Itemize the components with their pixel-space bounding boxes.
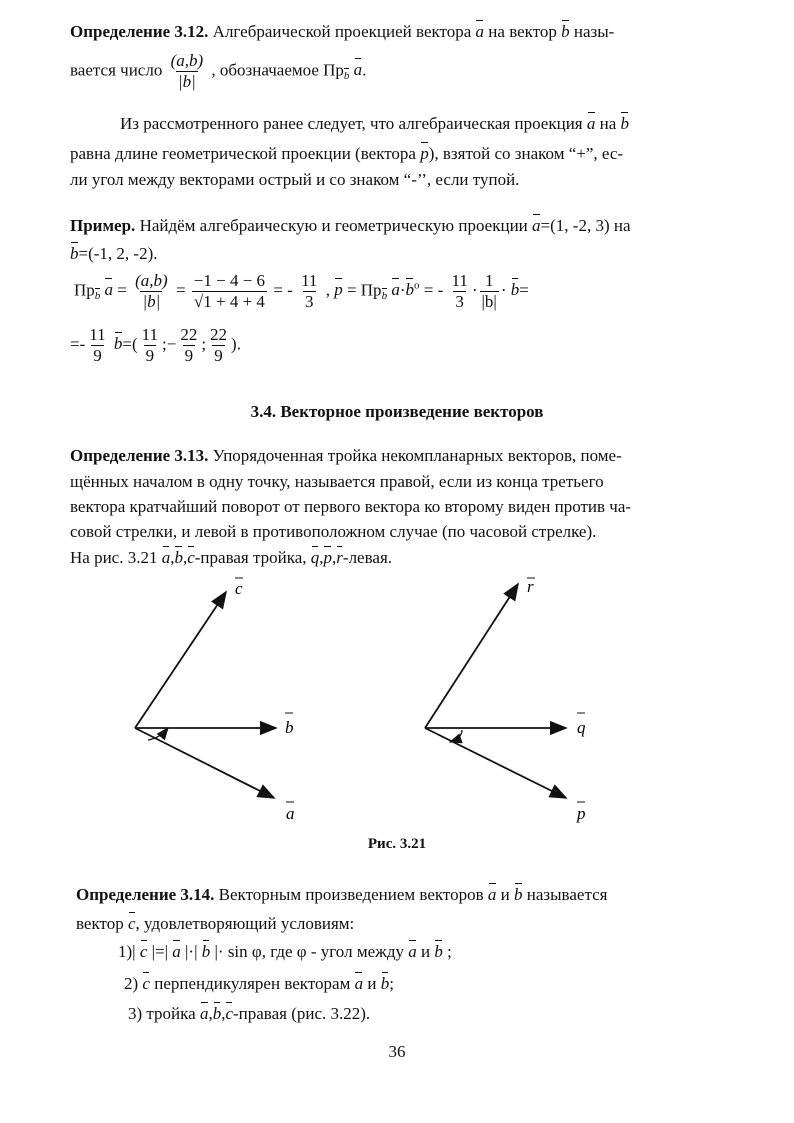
text: = - xyxy=(273,280,293,300)
dot: · xyxy=(471,280,478,300)
vector-p-arrow xyxy=(425,728,566,798)
fraction-numerator: 11 xyxy=(89,325,106,344)
text: ). xyxy=(231,334,241,354)
fraction-numerator: 11 xyxy=(141,325,158,344)
subscript-b: b xyxy=(343,70,350,83)
fraction-denominator: 9 xyxy=(184,345,194,365)
vector-p: p xyxy=(334,280,343,300)
example-line2 xyxy=(70,244,157,264)
formula-line1 xyxy=(74,272,529,311)
equals: = xyxy=(117,280,127,300)
dot: · xyxy=(399,280,406,300)
vector-c: c xyxy=(127,914,136,933)
vector-c: c xyxy=(142,974,150,993)
vector-a: a xyxy=(532,216,541,235)
label-r: r xyxy=(527,577,534,596)
vector-a: a xyxy=(354,974,364,993)
text: называется xyxy=(526,885,608,904)
fraction xyxy=(133,272,170,311)
vector-a: a xyxy=(199,1004,209,1023)
fraction xyxy=(192,272,267,311)
fraction-denominator: 9 xyxy=(145,345,155,365)
fraction-numerator: 11 xyxy=(301,271,318,290)
example-label: Пример. xyxy=(70,216,136,235)
fraction-numerator: 11 xyxy=(451,271,468,290)
text: -правая тройка, xyxy=(194,548,307,567)
formula-line2 xyxy=(70,326,241,365)
vector-a: a xyxy=(172,942,181,961)
text: = Пр xyxy=(346,280,382,300)
vector-b: b xyxy=(380,974,390,993)
vector-a: a xyxy=(408,942,417,961)
text: , удовлетворяющий условиям: xyxy=(135,914,355,933)
vector-c: c xyxy=(139,942,148,961)
vector-p: p xyxy=(420,144,429,163)
paragraph-line3: ли угол между векторами острый и со знаком “-’’, если тупой. xyxy=(70,170,520,189)
vector-p: p xyxy=(323,548,333,567)
vector-b: b xyxy=(174,548,183,567)
text: и xyxy=(500,885,510,904)
paragraph-line1 xyxy=(120,114,629,134)
text: |· sin φ, где φ - угол между xyxy=(214,942,405,961)
text: Векторным произведением векторов xyxy=(218,885,484,904)
label-b: b xyxy=(285,718,294,737)
text: вектор xyxy=(76,914,124,933)
vector-a: a xyxy=(475,22,485,41)
fraction-numerator: 1 xyxy=(484,271,494,290)
text: ), взятой со знаком “+”, ес- xyxy=(428,144,624,163)
vector-a: a xyxy=(391,280,400,300)
text: на вектор xyxy=(488,22,557,41)
vector-r: r xyxy=(336,548,343,567)
vector-c-arrow xyxy=(135,592,226,728)
text: |=| xyxy=(151,942,169,961)
fraction xyxy=(178,326,199,365)
definition-3-14-line2 xyxy=(76,914,354,934)
fraction-denominator: |b| xyxy=(481,291,497,311)
vector-b: b xyxy=(434,942,443,961)
condition-1 xyxy=(118,942,452,962)
vector-a-arrow xyxy=(135,728,274,798)
vector-a: a xyxy=(487,885,497,904)
definition-label: Определение 3.13. xyxy=(70,446,209,465)
text: =( xyxy=(122,334,138,354)
figure-3-21 xyxy=(0,570,794,830)
subscript-b: b xyxy=(381,290,388,303)
vector-b: b xyxy=(113,334,123,354)
label-q: q xyxy=(577,718,586,737)
text: и xyxy=(367,974,377,993)
text: = - xyxy=(423,280,444,300)
vector-b: b xyxy=(620,114,630,133)
vector-b: b xyxy=(212,1004,222,1023)
equals: = xyxy=(519,280,529,300)
definition-3-12-line2 xyxy=(70,52,366,91)
fraction xyxy=(208,326,229,365)
definition-label: Определение 3.12. xyxy=(70,22,209,41)
condition-3: 3) тройка a,b,c-правая (рис. 3.22). xyxy=(128,1004,371,1023)
paragraph-line2 xyxy=(70,144,623,164)
vector-b: b xyxy=(405,280,414,300)
vector-b: b xyxy=(510,280,520,300)
text: ;− xyxy=(162,334,177,354)
fraction xyxy=(87,326,107,365)
fraction-numerator: (a,b) xyxy=(170,51,204,70)
text: ; xyxy=(447,942,452,961)
vector-a: a xyxy=(586,114,596,133)
vector-a: a xyxy=(161,548,171,567)
text: 1)| xyxy=(118,942,136,961)
fraction-numerator: −1 − 4 − 6 xyxy=(193,271,266,290)
vector-q: q xyxy=(310,548,320,567)
text: равна длине геометрической проекции (вектора xyxy=(70,144,416,163)
text: Найдём алгебраическую и геометрическую проекции xyxy=(139,216,528,235)
text: ; xyxy=(201,334,207,354)
text: Алгебраической проекцией вектора xyxy=(212,22,472,41)
fraction-numerator: (a,b) xyxy=(135,271,168,290)
definition-3-13-line5: На рис. 3.21 a,b,c-правая тройка, q,p,r-левая. xyxy=(70,548,393,567)
condition-2 xyxy=(124,974,394,994)
label-c: c xyxy=(235,579,243,598)
text: , обозначаемое Пр xyxy=(211,60,344,80)
fraction-denominator: |b| xyxy=(177,71,196,91)
fraction-denominator: 9 xyxy=(214,345,223,365)
fraction xyxy=(169,52,206,91)
vector-a: a xyxy=(353,60,363,80)
fraction xyxy=(480,272,499,311)
fraction xyxy=(299,272,319,311)
fraction-numerator: 22 xyxy=(210,325,228,344)
section-title: 3.4. Векторное произведение векторов xyxy=(250,402,544,421)
definition-3-12-line1 xyxy=(70,22,614,42)
text: -левая. xyxy=(342,548,393,567)
label-p: p xyxy=(577,804,586,823)
text: назы- xyxy=(573,22,615,41)
fraction xyxy=(449,272,469,311)
figure-caption: Рис. 3.21 xyxy=(367,836,427,852)
vector-r-arrow xyxy=(425,584,518,728)
text: На рис. 3.21 xyxy=(70,548,158,567)
vector-b: b xyxy=(70,244,79,263)
text: Упорядоченная тройка некомпланарных векторов, поме- xyxy=(212,446,622,465)
definition-label: Определение 3.14. xyxy=(76,885,215,904)
text: перпендикулярен векторам xyxy=(154,974,351,993)
text: =(1, -2, 3) на xyxy=(540,216,631,235)
vector-a: a xyxy=(104,280,114,300)
vector-b: b xyxy=(514,885,523,904)
period: . xyxy=(362,60,367,80)
text: 2) xyxy=(124,974,139,993)
text: на xyxy=(599,114,617,133)
vector-b: b xyxy=(561,22,570,41)
definition-3-13-line4: совой стрелки, и левой в противоположном случае (по часовой стрелке). xyxy=(70,522,597,541)
text: =(-1, 2, -2). xyxy=(78,244,158,263)
dot: · xyxy=(500,280,507,300)
fraction-denominator: 3 xyxy=(305,291,314,311)
text: -правая (рис. 3.22). xyxy=(233,1004,371,1023)
rotation-arc-cw xyxy=(450,730,462,742)
comma: , xyxy=(325,280,330,300)
text: Из рассмотренного ранее следует, что алгебраическая проекция xyxy=(120,114,583,133)
fraction xyxy=(140,326,160,365)
text: Пр xyxy=(74,280,95,300)
text: |·| xyxy=(185,942,198,961)
subscript-b: b xyxy=(94,290,101,303)
definition-3-13-line2: щённых началом в одну точку, называется правой, если из конца третьего xyxy=(70,472,604,491)
text: вается число xyxy=(70,60,163,80)
fraction-denominator: |b| xyxy=(142,291,161,311)
equals: = xyxy=(175,280,186,300)
vector-b: b xyxy=(201,942,211,961)
left-triple-diagram xyxy=(425,577,586,823)
label-a: a xyxy=(286,804,295,823)
vector-c: c xyxy=(187,548,195,567)
text: 3) тройка xyxy=(128,1004,196,1023)
example-line1 xyxy=(70,216,631,236)
definition-3-14-line1 xyxy=(76,885,607,905)
rotation-arc-ccw xyxy=(148,728,168,740)
vector-c: c xyxy=(225,1004,233,1023)
fraction-numerator: 22 xyxy=(180,325,198,344)
right-triple-diagram xyxy=(135,578,295,823)
text: ; xyxy=(389,974,394,993)
definition-3-13-line1 xyxy=(70,446,622,466)
text: =- xyxy=(70,334,86,354)
fraction-denominator: √1 + 4 + 4 xyxy=(193,291,265,311)
page-number: 36 xyxy=(388,1042,406,1061)
text: и xyxy=(421,942,431,961)
superscript-o: o xyxy=(413,279,420,292)
definition-3-13-line3: вектора кратчайший поворот от первого вектора ко второму виден против ча- xyxy=(70,497,632,516)
fraction-denominator: 3 xyxy=(455,291,464,311)
fraction-denominator: 9 xyxy=(93,345,102,365)
